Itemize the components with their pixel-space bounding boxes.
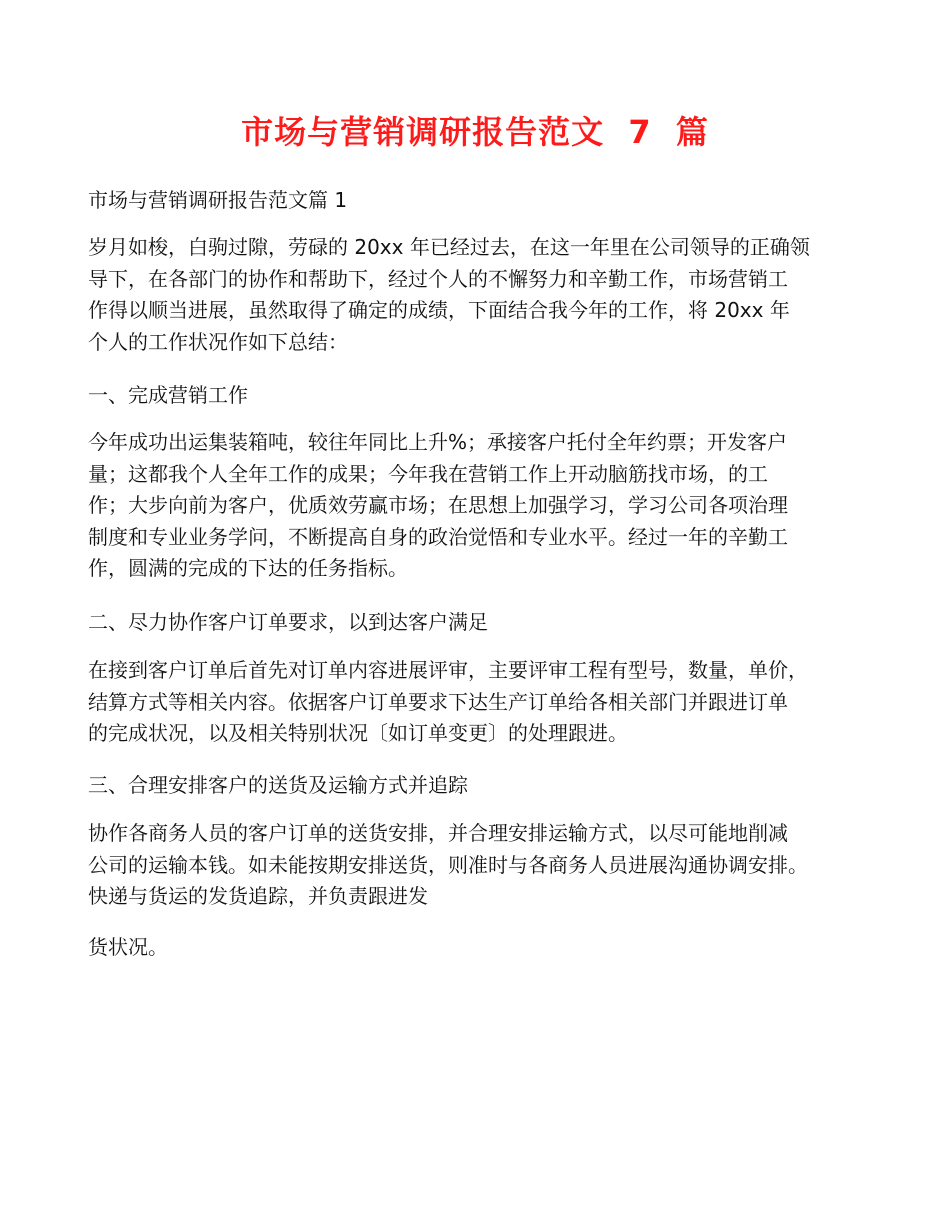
heading-line: 一、完成营销工作 <box>88 383 248 407</box>
paragraph-line: 货状况。 <box>88 935 168 959</box>
section-2-paragraph <box>88 655 878 750</box>
heading-line: 市场与营销调研报告范文篇 1 <box>88 188 348 212</box>
paragraph-line: 作，圆满的完成的下达的任务指标。 <box>88 556 408 580</box>
paragraph-line: 的完成状况，以及相关特别状况〔如订单变更〕的处理跟进。 <box>88 721 628 745</box>
paragraph-line: 协作各商务人员的客户订单的送货安排，并合理安排运输方式，以尽可能地削减 <box>88 821 788 845</box>
paragraph-line: 快递与货运的发货追踪，并负责跟进发 <box>88 884 428 908</box>
paragraph-line: 作得以顺当进展，虽然取得了确定的成绩，下面结合我今年的工作，将 20xx 年 <box>88 298 790 322</box>
paragraph-line: 个人的工作状况作如下总结： <box>88 329 348 354</box>
heading-line: 三、合理安排客户的送货及运输方式并追踪 <box>88 773 468 797</box>
section-1-heading <box>88 380 878 412</box>
section-3-paragraph <box>88 818 878 913</box>
section-3-heading <box>88 770 878 802</box>
paragraph-line: 导下，在各部门的协作和帮助下，经过个人的不懈努力和辛勤工作，市场营销工 <box>88 266 788 291</box>
closing-paragraph <box>88 932 878 964</box>
paragraph-line: 岁月如梭，白驹过隙，劳碌的 20xx 年已经过去，在这一年里在公司领导的正确领 <box>88 235 810 259</box>
section-1-paragraph <box>88 427 878 585</box>
intro-paragraph <box>88 232 878 358</box>
paragraph-line: 今年成功出运集装箱吨，较往年同比上升%；承接客户托付全年约票；开发客户 <box>88 430 788 454</box>
heading-part-1 <box>88 185 878 217</box>
paragraph-line: 在接到客户订单后首先对订单内容进展评审，主要评审工程有型号，数量，单价， <box>88 658 808 682</box>
paragraph-line: 作；大步向前为客户，优质效劳赢市场；在思想上加强学习，学习公司各项治理 <box>88 493 788 517</box>
section-2-heading <box>88 607 878 639</box>
heading-line: 二、尽力协作客户订单要求，以到达客户满足 <box>88 610 488 634</box>
paragraph-line: 制度和专业业务学问，不断提高自身的政治觉悟和专业水平。经过一年的辛勤工 <box>88 524 788 549</box>
paragraph-line: 结算方式等相关内容。依据客户订单要求下达生产订单给各相关部门并跟进订单 <box>88 689 788 714</box>
paragraph-line: 公司的运输本钱。如未能按期安排送货，则准时与各商务人员进展沟通协调安排。 <box>88 852 808 877</box>
paragraph-line: 量；这都我个人全年工作的成果；今年我在营销工作上开动脑筋找市场，的工 <box>88 461 768 486</box>
document-title: 市场与营销调研报告范文 7 篇 <box>241 113 709 151</box>
